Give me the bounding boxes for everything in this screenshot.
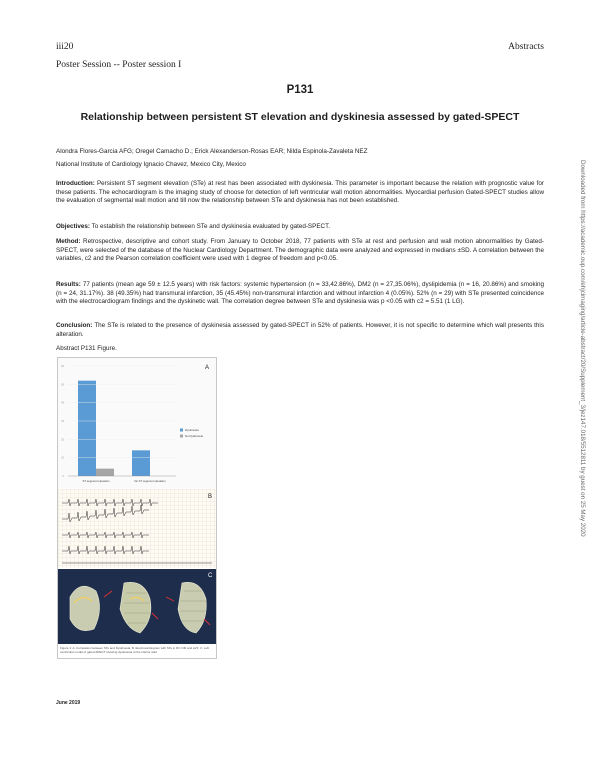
affiliation: National Institute of Cardiology Ignacio Chavez, Mexico City, Mexico bbox=[56, 161, 246, 168]
method-text: Retrospective, descriptive and cohort study. From January to October 2018, 77 patients with STe at rest and perfusion and wall motion abnormalities by Gated-SPECT, were selected of the database of the Nuclear Cardiology Department. The demographic data were analyzed and expressed in medians ±SD. A correlation between the variables, c2 and the Pearson correlation coefficient were used with 1 degree of freedom and p<0.05. bbox=[56, 238, 544, 263]
category-label: No ST segment elevation bbox=[134, 479, 166, 483]
bar-no-dyskinesia bbox=[96, 469, 114, 476]
legend-label: No Dyskinesia bbox=[185, 434, 203, 438]
introduction-heading: Introduction: bbox=[56, 180, 95, 187]
results-paragraph bbox=[56, 281, 544, 307]
legend-swatch bbox=[180, 429, 183, 432]
objectives-paragraph bbox=[56, 223, 544, 232]
session-label: Poster Session -- Poster session I bbox=[56, 60, 182, 70]
ecg-strip bbox=[58, 489, 216, 568]
y-tick-label: 40 bbox=[61, 401, 64, 405]
abstract-title: Relationship between persistent ST elevation and dyskinesia assessed by gated-SPECT bbox=[80, 111, 520, 123]
conclusion-text: The STe is related to the presence of dyskinesia assessed by gated-SPECT in 52% of patients. However, it is not specific to determine which wall presents this alteration. bbox=[56, 322, 544, 338]
panel-c-letter: C bbox=[208, 573, 213, 579]
y-tick-label: 50 bbox=[61, 383, 64, 387]
download-note-text: Downloaded from https://academic.oup.com/ehjcimaging/article-abstract/20/Supplement_3/jez147.018/5512811 by guest on 25 May 2020 bbox=[579, 160, 586, 537]
introduction-paragraph bbox=[56, 180, 544, 206]
panel-b-ecg bbox=[58, 489, 216, 568]
figure-caption: Figure 1: A. Correlation between STe and Dyskinesia; B. Electrocardiogram with STe in DII, DIII and aVF; C. Left ventricular model of gated-SPECT showing dyskinesia of the inferior wall. bbox=[60, 646, 209, 654]
figure-label: Abstract P131 Figure. bbox=[56, 345, 117, 352]
section-label: Abstracts bbox=[508, 42, 544, 52]
y-tick-label: 60 bbox=[61, 365, 64, 368]
footer-date: June 2019 bbox=[56, 700, 81, 706]
page-number: iii20 bbox=[56, 42, 74, 52]
panel-a-chart bbox=[58, 358, 216, 488]
y-tick-label: 0 bbox=[62, 475, 64, 478]
download-note bbox=[578, 160, 588, 660]
y-tick-label: 20 bbox=[61, 438, 64, 442]
panel-b-letter: B bbox=[208, 494, 213, 500]
category-label: ST segment elevation bbox=[82, 479, 110, 483]
panel-a-letter: A bbox=[205, 365, 210, 371]
conclusion-paragraph bbox=[56, 322, 544, 339]
bar-dyskinesia bbox=[132, 450, 150, 476]
objectives-text: To establish the relationship between STe and dyskinesia evaluated by gated-SPECT. bbox=[91, 223, 330, 230]
legend-label: Dyskinesia bbox=[185, 428, 199, 432]
method-paragraph bbox=[56, 238, 544, 264]
method-heading: Method: bbox=[56, 238, 81, 245]
lv-model-right bbox=[178, 582, 206, 633]
conclusion-heading: Conclusion: bbox=[56, 322, 93, 329]
y-tick-label: 10 bbox=[61, 456, 64, 460]
objectives-heading: Objectives: bbox=[56, 223, 90, 230]
authors: Alondra Flores-Garcia AFG; Oregel Camacho D.; Erick Alexanderson-Rosas EAR; Nilda Espinola-Zavaleta NEZ bbox=[56, 148, 368, 155]
results-text: 77 patients (mean age 59 ± 12.5 years) with risk factors: systemic hypertension (n = 33,42.86%), DM2 (n = 27,35.06%), dyslipidemia (n = 16, 20.86%) and smoking (n = 24, 31.17%). 38 (49.35%) had transmural infarction, 35 (45.45%) non-transmural infarction and without infarction 4 (0.05%). 52% (n = 29) with STe presented coincidence with the electrocardiogram findings and the dyskinetic wall. The correlation degree between STe and dyskinesia was p <0.05 with c2 = 5.51 (1 LG). bbox=[56, 281, 544, 306]
bar-dyskinesia bbox=[78, 381, 96, 476]
legend-swatch bbox=[180, 435, 183, 438]
spect-models bbox=[58, 569, 216, 644]
abstract-figure bbox=[57, 357, 217, 659]
panel-c-spect bbox=[58, 569, 216, 644]
lv-model-middle bbox=[120, 582, 151, 633]
bar-chart bbox=[58, 358, 216, 488]
results-heading: Results: bbox=[56, 281, 81, 288]
y-tick-label: 30 bbox=[61, 420, 64, 423]
abstract-id: P131 bbox=[286, 84, 314, 96]
introduction-text: Persistent ST segment elevation (STe) at rest has been associated with dyskinesia. This parameter is important because the relation with prognostic value for these patients. The echocardiogram is the imaging study of choose for detection of left ventricular wall motion abnormalities. Myocardial perfusion Gated-SPECT studies allow the evaluation of segmental wall motion and till now the relationship between STe and dyskinesia has not been established. bbox=[56, 180, 545, 205]
lv-model-left bbox=[70, 586, 100, 630]
